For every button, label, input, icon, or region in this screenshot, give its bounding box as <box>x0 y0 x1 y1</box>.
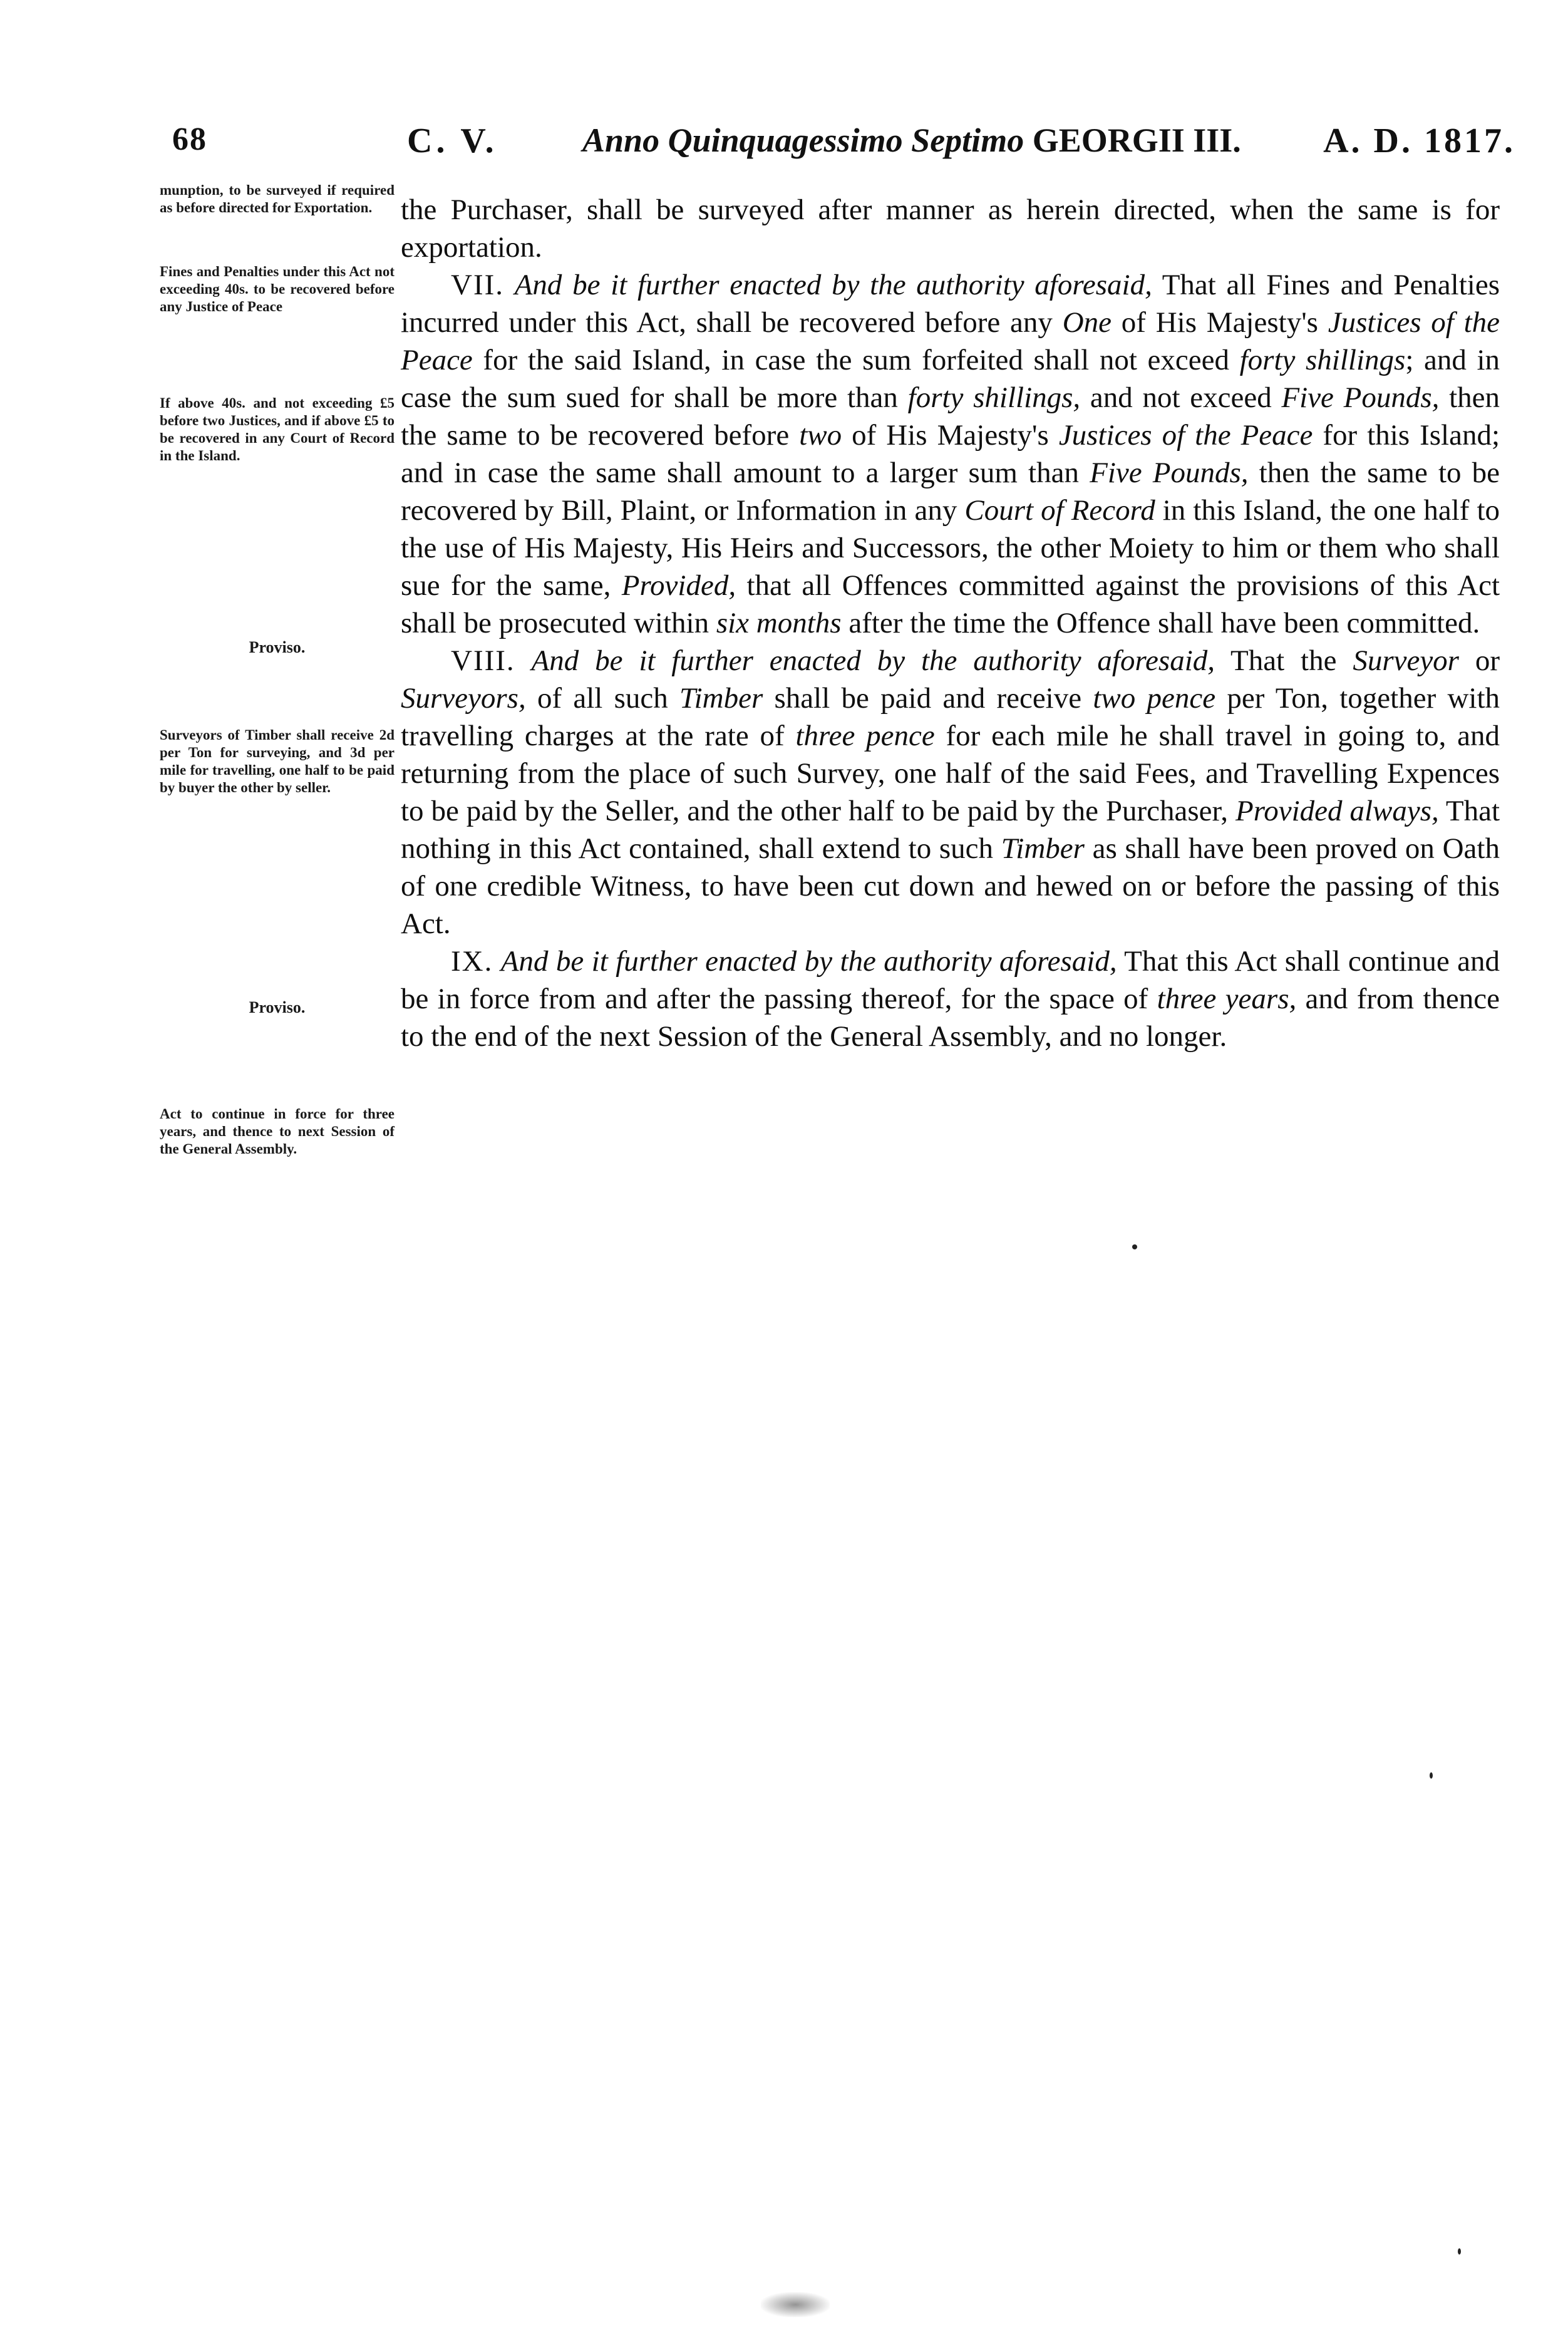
section-viii <box>401 642 1500 943</box>
margin-note-fines-justice: Fines and Penalties under this Act not exceeding 40s. to be recovered before any Justice of Peace <box>160 264 395 314</box>
text-span-italic: Timber <box>1001 832 1085 865</box>
page-header <box>157 116 1522 172</box>
text-span-italic: forty shillings <box>1239 344 1406 376</box>
section-number: IX. <box>451 945 493 978</box>
margin-note-proviso-1: Proviso. <box>249 638 306 656</box>
year-anno-domini: A. D. 1817. <box>1323 121 1515 160</box>
text-span-italic: three pence <box>795 720 935 752</box>
text-span: and not exceed <box>1090 381 1272 414</box>
section-vii <box>401 266 1500 642</box>
text-span: or <box>1475 644 1500 677</box>
text-span-italic: forty shillings, <box>907 381 1081 414</box>
text-span-italic: two <box>799 419 842 452</box>
margin-note-survey: munption, to be surveyed if required as before directed for Exportation. <box>160 182 395 215</box>
text-span-italic: Court of Record <box>964 494 1155 527</box>
text-span: of all such <box>537 682 668 715</box>
margin-note-proviso-2: Proviso. <box>249 998 306 1016</box>
ink-speck <box>1458 2248 1461 2255</box>
section-number: VIII. <box>451 644 515 677</box>
ink-speck <box>1430 1772 1433 1779</box>
chapter-number: C. V. <box>407 121 498 160</box>
text-span: shall be paid and receive <box>774 682 1082 715</box>
text-span-italic: six months <box>716 607 842 639</box>
text-span-italic: Justices of the Peace <box>1058 419 1313 452</box>
text-span: per Ton, together with travelling charges at the rate of <box>401 682 1500 752</box>
text-span: for the said Island, in case the sum forfeited shall not exceed <box>483 344 1229 376</box>
margin-note-act-duration: Act to continue in force for three years, and thence to next Session of the General Assembly. <box>160 1106 395 1157</box>
text-span-italic: three years, <box>1157 983 1297 1015</box>
text-span: of His Majesty's <box>852 419 1049 452</box>
act-title-reign: GEORGII III. <box>1032 121 1241 159</box>
text-span-italic: Provided always, <box>1235 795 1439 827</box>
main-text <box>401 191 1500 1055</box>
margin-note-court-of-record: If above 40s. and not exceeding £5 before two Justices, and if above £5 to be recovered in any Court of Record in the Island. <box>160 395 395 463</box>
section-ix <box>401 943 1500 1055</box>
text-span: then the same to be recovered before <box>401 381 1500 452</box>
act-title <box>582 121 1241 160</box>
text-span-italic: Five Pounds, <box>1090 457 1249 489</box>
text-span: that all Offences committed against the provisions of this Act shall be prosecuted within <box>401 569 1500 639</box>
text-span-italic: Provided, <box>621 569 736 602</box>
enacting-clause: And be it further enacted by the authority aforesaid, <box>500 945 1117 978</box>
text-span-italic: One <box>1062 306 1112 339</box>
text-span: after the time the Offence shall have been committed. <box>848 607 1480 639</box>
section-number: VII. <box>451 269 504 301</box>
text-span-italic: Timber <box>679 682 763 715</box>
text-span-italic: Surveyor <box>1353 644 1459 677</box>
text-span: of His Majesty's <box>1121 306 1318 339</box>
act-title-italic: Anno Quinquagessimo Septimo <box>582 121 1024 159</box>
text-span: for each mile he shall travel in going to, and returning from the place of such Survey, one half of the said Fees, and Travelling Expences to be paid by the Seller, and the other half to be paid by the Purchaser, <box>401 720 1500 827</box>
text-span-italic: two pence <box>1093 682 1216 715</box>
scan-smudge <box>761 2292 830 2317</box>
continuation-paragraph: the Purchaser, shall be surveyed after manner as herein directed, when the same is for exportation. <box>401 194 1500 264</box>
text-span-italic: Justices of the Peace <box>401 306 1500 376</box>
text-span-italic: Five Pounds, <box>1281 381 1440 414</box>
text-span-italic: Surveyors, <box>401 682 526 715</box>
text-span: That all Fines and Penalties incurred under this Act, shall be recovered before any <box>401 269 1500 339</box>
text-span: ; and in case the sum sued for shall be more than <box>401 344 1500 414</box>
text-span: in this Island, the one half to the use of His Majesty, His Heirs and Successors, the other Moiety to him or them who shall sue for the same, <box>401 494 1500 602</box>
text-span: for this Island; and in case the same shall amount to a larger sum than <box>401 419 1500 489</box>
text-span: as shall have been proved on Oath of one credible Witness, to have been cut down and hewed on or before the passing of this Act. <box>401 832 1500 940</box>
margin-note-surveyors-fees: Surveyors of Timber shall receive 2d per Ton for surveying, and 3d per mile for travelling, one half to be paid by buyer the other by seller. <box>160 727 395 795</box>
enacting-clause: And be it further enacted by the authority aforesaid, <box>514 269 1152 301</box>
text-span: then the same to be recovered by Bill, Plaint, or Information in any <box>401 457 1500 527</box>
ink-speck <box>1132 1244 1137 1249</box>
text-span: That this Act shall continue and be in force from and after the passing thereof, for the space of <box>401 945 1500 1015</box>
text-span: That nothing in this Act contained, shall extend to such <box>401 795 1500 865</box>
text-span: and from thence to the end of the next Session of the General Assembly, and no longer. <box>401 983 1500 1053</box>
text-span: That the <box>1230 644 1337 677</box>
enacting-clause: And be it further enacted by the authority aforesaid, <box>531 644 1215 677</box>
page-number: 68 <box>172 121 207 157</box>
